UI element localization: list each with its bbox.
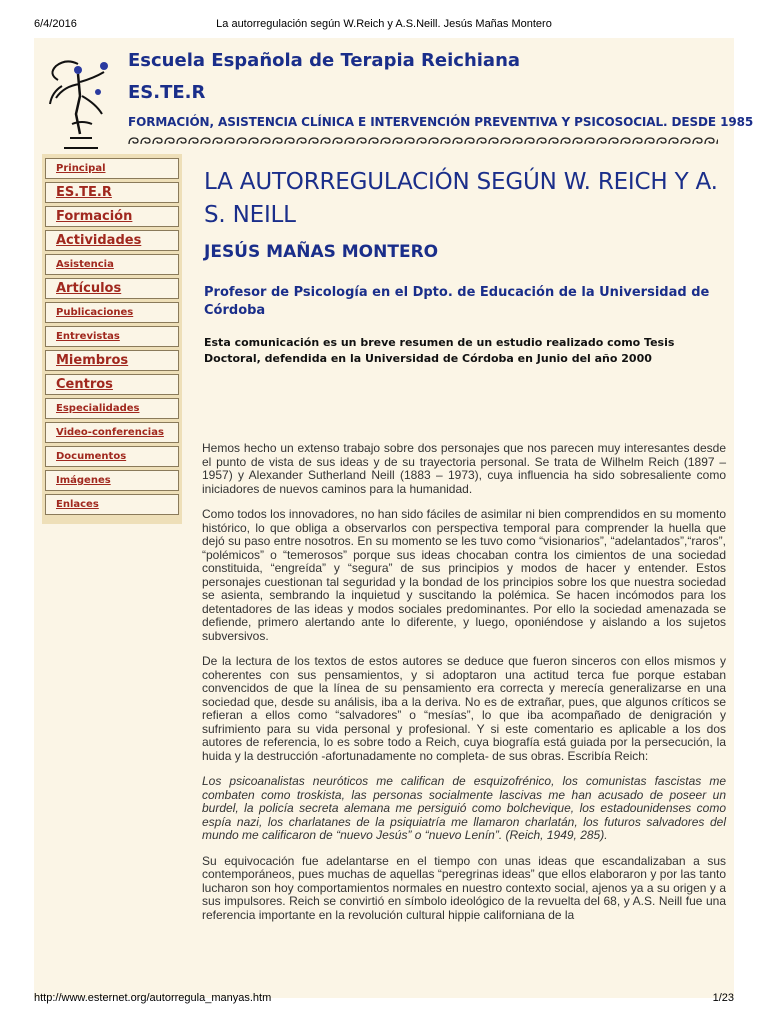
body-paragraph: Hemos hecho un extenso trabajo sobre dos personajes que nos parecen muy interesantes desde el punto de vista de sus ideas y de su trayectoria personal. Se trata de Wilhelm Reich (1897 – 1957) y Alexander Sutherland Neill (1883 – 1973), cuya influencia ha sido sobresaliente como iniciadores de nuevos caminos para la humanidad. bbox=[202, 441, 726, 496]
nav-item-enlaces[interactable]: Enlaces bbox=[45, 494, 179, 515]
article-intro: Esta comunicación es un breve resumen de un estudio realizado como Tesis Doctoral, defendida en la Universidad de Córdoba en Junio del año 2000 bbox=[204, 336, 675, 365]
article-title: LA AUTORREGULACIÓN SEGÚN W. REICH Y A. S. NEILL bbox=[204, 169, 718, 228]
site-subtitle: ES.TE.R bbox=[128, 82, 206, 103]
nav-item-imagenes[interactable]: Imágenes bbox=[45, 470, 179, 491]
nav-item-formacion[interactable]: Formación bbox=[45, 206, 179, 227]
print-title: La autorregulación según W.Reich y A.S.Neill. Jesús Mañas Montero bbox=[216, 18, 552, 30]
nav-item-actividades[interactable]: Actividades bbox=[45, 230, 179, 251]
nav-item-video-conferencias[interactable]: Video-conferencias bbox=[45, 422, 179, 443]
nav-item-publicaciones[interactable]: Publicaciones bbox=[45, 302, 179, 323]
school-logo-icon bbox=[42, 52, 120, 152]
nav-item-principal[interactable]: Principal bbox=[45, 158, 179, 179]
page-number: 1/23 bbox=[712, 992, 734, 1004]
site-tagline: FORMACIÓN, ASISTENCIA CLÍNICA E INTERVENCIÓN PREVENTIVA Y PSICOSOCIAL. DESDE 1985 bbox=[128, 115, 754, 129]
nav-item-articulos[interactable]: Artículos bbox=[45, 278, 179, 299]
body-paragraph: Como todos los innovadores, no han sido fáciles de asimilar ni bien comprendidos en su momento histórico, lo que obliga a observarlos con perspectiva temporal para comprender la huella que dejó su paso entre nosotros. En su momento se les tuvo como “visionarios”, “adelantados”,“raros”, “polémicos” o “temerosos” porque sus ideas chocaban contra los cimientos de una sociedad constituida, “engreída” y “segura” de sus principios y modos de hacer y entender. Estos personajes cuestionan tal seguridad y la bondad de los principios sobre los que nuestra sociedad se asienta, sembrando la inquietud y suscitando la polémica. Se hacen incómodos para los detentadores de las ideas y modos sociales predominantes. Por ello la sociedad amenazada se defiende, primero alertando ante lo diferente, y luego, oponiéndose y aislando a los sujetos subversivos. bbox=[202, 507, 726, 643]
nav-item-centros[interactable]: Centros bbox=[45, 374, 179, 395]
print-url: http://www.esternet.org/autorregula_manyas.htm bbox=[34, 992, 272, 1004]
nav-item-miembros[interactable]: Miembros bbox=[45, 350, 179, 371]
author-affiliation: Profesor de Psicología en el Dpto. de Educación de la Universidad de Córdoba bbox=[204, 285, 710, 318]
article-author: JESÚS MAÑAS MONTERO bbox=[204, 242, 439, 262]
print-date: 6/4/2016 bbox=[34, 18, 77, 30]
nav-item-especialidades[interactable]: Especialidades bbox=[45, 398, 179, 419]
site-title: Escuela Española de Terapia Reichiana bbox=[128, 50, 521, 71]
body-paragraph: De la lectura de los textos de estos autores se deduce que fueron sinceros con ellos mismos y coherentes con sus pensamientos, y si adoptaron una actitud terca fue porque estaban convencidos de que la línea de su pensamiento era correcta y merecía generalizarse en una sociedad que, desde su análisis, iba a la deriva. No es de extrañar, pues, que algunos críticos se refieran a ellos como “salvadores” o “mesías”, lo que iba acompañado de denigración y sufrimiento para su vida personal y profesional. Y si este comentario es aplicable a los dos autores de referencia, lo es sobre todo a Reich, cuya biografía está guiada por la persecución, la huida y la destrucción -afortunadamente no completa- de sus obras. Escribía Reich: bbox=[202, 654, 726, 763]
page-sheet bbox=[34, 38, 754, 998]
decorative-border bbox=[128, 136, 718, 146]
body-paragraph: Su equivocación fue adelantarse en el tiempo con unas ideas que escandalizaban a sus contemporáneos, pues muchas de aquellas “peregrinas ideas” que ellos elaboraron y por las tanto lucharon son hoy comportamientos normales en nuestro contexto social, ajenos ya a su origen y a sus impulsores. Reich se convirtió en símbolo ideológico de la revuelta del 68, y A.S. Neill fue una referencia importante en la revolución cultural hippie californiana de la bbox=[202, 853, 726, 922]
reich-quote: Los psicoanalistas neuróticos me califican de esquizofrénico, los comunistas fascistas me combaten como troskista, las personas socialmente lascivas me han acusado de poseer un burdel, la policía secreta alemana me persiguió como bolchevique, los estadounidenses como espía nazi, los charlatanes de la psiquiatría me llamaron charlatán, los futuros salvadores del mundo me calificaron de “nuevo Jesús” o “nuevo Lenín”. (Reich, 1949, 285). bbox=[202, 774, 726, 842]
nav-item-asistencia[interactable]: Asistencia bbox=[45, 254, 179, 275]
article-body bbox=[202, 442, 726, 934]
nav-item-entrevistas[interactable]: Entrevistas bbox=[45, 326, 179, 347]
sidebar-nav bbox=[42, 154, 182, 524]
nav-item-ester[interactable]: ES.TE.R bbox=[45, 182, 179, 203]
nav-item-documentos[interactable]: Documentos bbox=[45, 446, 179, 467]
